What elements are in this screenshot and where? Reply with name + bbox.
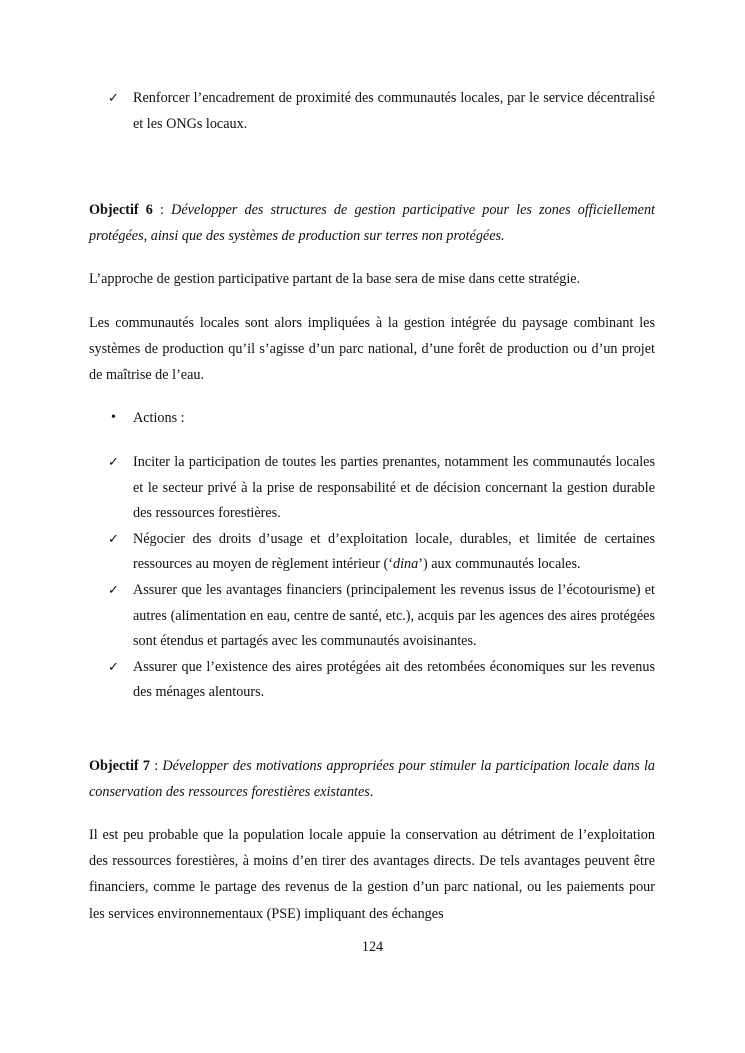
- intro-list-item: [89, 86, 655, 137]
- objective-6: [89, 197, 655, 249]
- check-icon: ✓: [108, 91, 119, 106]
- objective-title: Développer des motivations appropriées pour stimuler la participation locale dans la conservation des ressources forestières existantes: [89, 758, 655, 801]
- check-list-item: [89, 86, 655, 137]
- list-item-text-italic: dina: [393, 556, 419, 573]
- objective-title: Développer des structures de gestion participative pour les zones officiellement protégées, ainsi que des systèmes de production sur terres non protégées.: [89, 202, 655, 245]
- check-list-item: [89, 527, 655, 578]
- list-item-text: Renforcer l’encadrement de proximité des communautés locales, par le service décentralisé et les ONGs locaux.: [133, 90, 655, 132]
- page-number: 124: [361, 939, 384, 955]
- check-list-item: [89, 578, 655, 655]
- actions-label: Actions :: [133, 410, 185, 426]
- paragraph: Il est peu probable que la population locale appuie la conservation au détriment de l’exploitation des ressources forestières, à moins d’en tirer des avantages directs. De tels avantages peuvent être financiers, comme le partage des revenus de la gestion d’un parc national, ou les paiements pour les services environnementaux (PSE) impliquant des échanges: [89, 827, 655, 922]
- list-item-text: [133, 531, 655, 573]
- actions-list: [89, 450, 655, 706]
- list-item-text: Assurer que les avantages financiers (principalement les revenus issus de l’écotourisme) et autres (alimentation en eau, centre de santé, etc.), acquis par les agences des aires protégées sont étendus et partagés avec les communautés avoisinantes.: [133, 581, 655, 650]
- list-item-text: Assurer que l’existence des aires protégées ait des retombées économiques sur les revenus des ménages alentours.: [133, 658, 655, 701]
- actions-heading: [89, 405, 655, 431]
- paragraph: Les communautés locales sont alors impliquées à la gestion intégrée du paysage combinant les systèmes de production qu’il s’agisse d’un parc national, d’une forêt de production ou d’un projet de maîtrise de l’eau.: [89, 315, 655, 384]
- list-item-text-part: Négocier des droits d’usage et d’exploitation locale, durables, et limitée de certaines ressources au moyen de règlement intérieur (‘: [133, 530, 655, 573]
- objective-7: [89, 753, 655, 805]
- list-item-text: Inciter la participation de toutes les parties prenantes, notamment les communautés locales et le secteur privé à la prise de responsabilité et de décision concernant la gestion durable des ressources forestières.: [133, 454, 655, 522]
- check-icon: ✓: [108, 531, 119, 547]
- objective-end: .: [369, 784, 374, 801]
- objective-label: Objectif 6: [89, 202, 153, 218]
- objective-label: Objectif 7: [89, 758, 150, 774]
- objective-separator: :: [152, 202, 172, 218]
- bullet-item: [89, 405, 655, 431]
- check-icon: ✓: [108, 582, 119, 598]
- paragraph: L’approche de gestion participative partant de la base sera de mise dans cette stratégie.: [89, 271, 581, 287]
- bullet-icon: •: [111, 410, 116, 425]
- objective-separator: :: [149, 758, 163, 774]
- list-item-text-part: ’) aux communautés locales.: [418, 556, 581, 573]
- check-list-item: [89, 655, 655, 706]
- check-icon: ✓: [108, 455, 119, 470]
- check-icon: ✓: [108, 659, 119, 675]
- check-list-item: [89, 450, 655, 527]
